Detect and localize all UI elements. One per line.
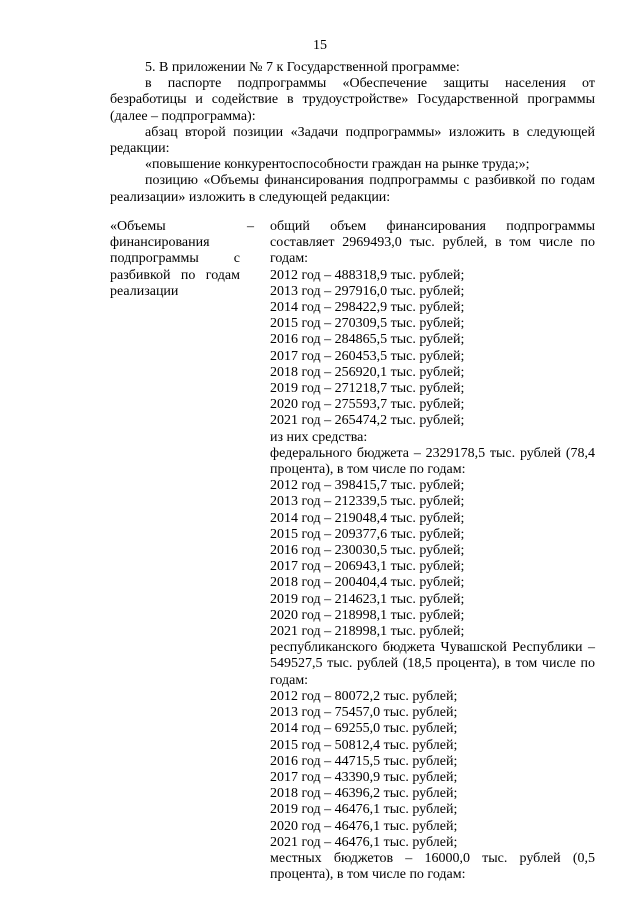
year-line: 2012 год – 80072,2 тыс. рублей; <box>270 688 458 704</box>
intro-paragraph: «повышение конкурентоспособности граждан на рынке труда;»; <box>145 157 530 173</box>
year-line: 2019 год – 271218,7 тыс. рублей; <box>270 381 465 397</box>
year-line: 2018 год – 200404,4 тыс. рублей; <box>270 575 465 591</box>
year-line: 2020 год – 46476,1 тыс. рублей; <box>270 818 458 834</box>
republic-line: республиканского бюджета Чувашской Республики – 549527,5 тыс. рублей (18,5 процента), в том числе по годам: <box>270 640 595 688</box>
financing-details <box>270 219 595 883</box>
intro-paragraph: позицию «Объемы финансирования подпрограммы с разбивкой по годам реализации» изложить в следующей редакции: <box>110 173 595 205</box>
of-which-line: из них средства: <box>270 429 368 445</box>
year-line: 2021 год – 265474,2 тыс. рублей; <box>270 413 465 429</box>
year-line: 2019 год – 46476,1 тыс. рублей; <box>270 802 458 818</box>
year-line: 2015 год – 50812,4 тыс. рублей; <box>270 737 458 753</box>
year-line: 2012 год – 398415,7 тыс. рублей; <box>270 478 465 494</box>
federal-line: федерального бюджета – 2329178,5 тыс. рублей (78,4 процента), в том числе по годам: <box>270 445 595 478</box>
year-line: 2016 год – 284865,5 тыс. рублей; <box>270 332 465 348</box>
year-line: 2020 год – 275593,7 тыс. рублей; <box>270 397 465 413</box>
intro-text <box>110 60 595 206</box>
total-line: общий объем финансирования подпрограммы составляет 2969493,0 тыс. рублей, в том числе по годам: <box>270 219 595 267</box>
year-line: 2019 год – 214623,1 тыс. рублей; <box>270 591 465 607</box>
dash-separator: – <box>247 219 254 234</box>
year-line: 2017 год – 260453,5 тыс. рублей; <box>270 348 465 364</box>
year-line: 2016 год – 44715,5 тыс. рублей; <box>270 753 458 769</box>
year-line: 2018 год – 256920,1 тыс. рублей; <box>270 364 465 380</box>
year-line: 2021 год – 218998,1 тыс. рублей; <box>270 624 465 640</box>
page-number: 15 <box>313 38 327 53</box>
intro-paragraph: в паспорте подпрограммы «Обеспечение защиты населения от безработицы и содействие в трудоустройстве» Государственной программы (далее – подпрограмма): <box>110 76 595 124</box>
year-line: 2018 год – 46396,2 тыс. рублей; <box>270 786 458 802</box>
year-line: 2015 год – 270309,5 тыс. рублей; <box>270 316 465 332</box>
year-line: 2017 год – 43390,9 тыс. рублей; <box>270 769 458 785</box>
year-line: 2014 год – 69255,0 тыс. рублей; <box>270 721 458 737</box>
year-line: 2013 год – 212339,5 тыс. рублей; <box>270 494 465 510</box>
year-line: 2021 год – 46476,1 тыс. рублей; <box>270 834 458 850</box>
year-line: 2013 год – 297916,0 тыс. рублей; <box>270 283 465 299</box>
year-line: 2014 год – 298422,9 тыс. рублей; <box>270 300 465 316</box>
year-line: 2016 год – 230030,5 тыс. рублей; <box>270 543 465 559</box>
intro-paragraph: 5. В приложении № 7 к Государственной программе: <box>145 60 460 75</box>
year-line: 2017 год – 206943,1 тыс. рублей; <box>270 559 465 575</box>
year-line: 2012 год – 488318,9 тыс. рублей; <box>270 267 465 283</box>
local-line: местных бюджетов – 16000,0 тыс. рублей (0,5 процента), в том числе по годам: <box>270 850 595 883</box>
year-line: 2013 год – 75457,0 тыс. рублей; <box>270 705 458 721</box>
year-line: 2020 год – 218998,1 тыс. рублей; <box>270 607 465 623</box>
position-label: «Объемы финансирования подпрограммы с разбивкой по годам реализации <box>110 219 240 299</box>
intro-paragraph: абзац второй позиции «Задачи подпрограммы» изложить в следующей редакции: <box>110 124 595 157</box>
year-line: 2014 год – 219048,4 тыс. рублей; <box>270 510 465 526</box>
year-line: 2015 год – 209377,6 тыс. рублей; <box>270 526 465 542</box>
